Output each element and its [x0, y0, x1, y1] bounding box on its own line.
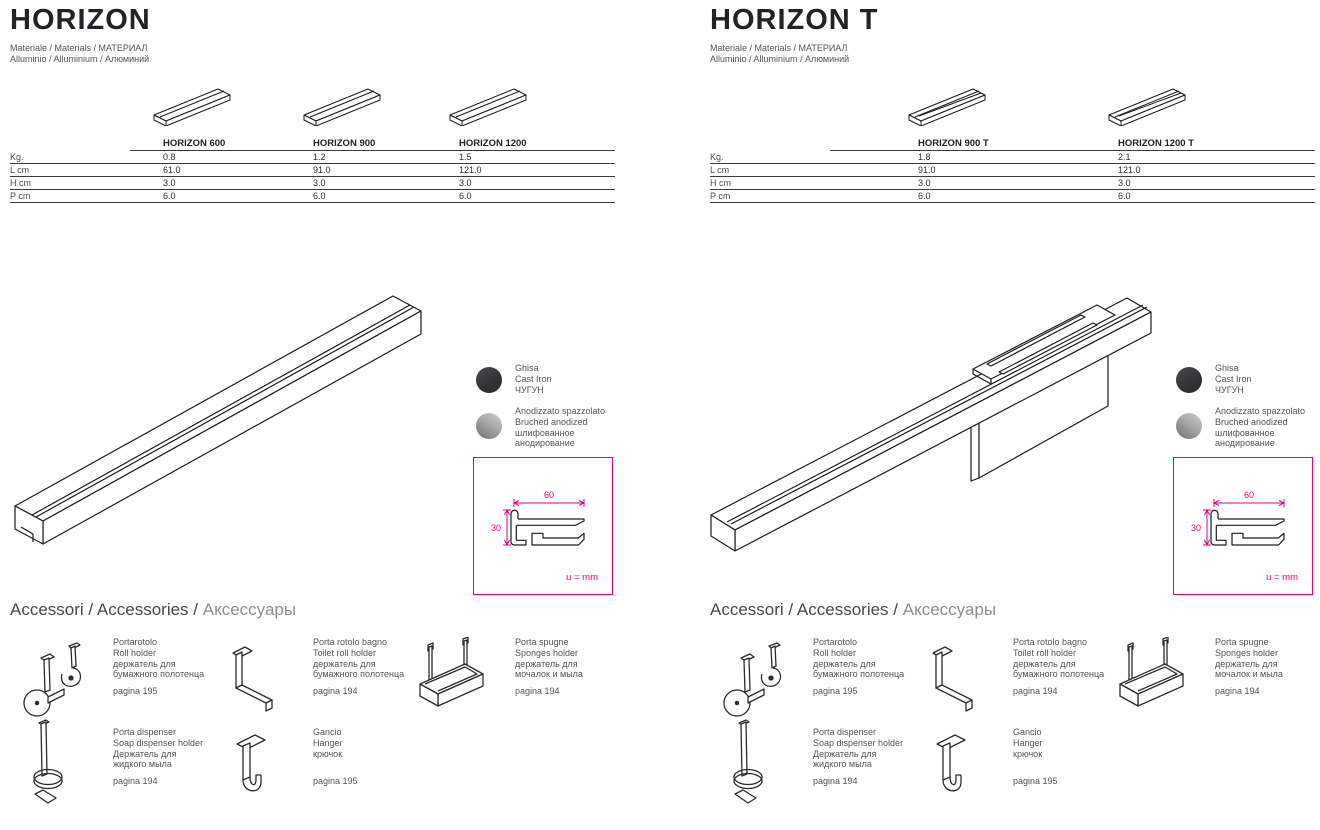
- unit-label: u = mm: [566, 572, 598, 583]
- accessory-page-ref: pagina 195: [1013, 776, 1058, 787]
- table-rule: [710, 189, 1315, 190]
- roll-holder-icon: [7, 640, 89, 724]
- bar-thumbnail-icon: [905, 84, 993, 126]
- table-cell: 6.0: [313, 191, 326, 201]
- table-cell: 91.0: [918, 165, 936, 175]
- table-cell: 1.2: [313, 152, 326, 162]
- bar-thumbnail-icon: [300, 84, 388, 126]
- accessory-page-ref: pagina 195: [113, 686, 158, 697]
- bar-thumbnail-icon: [1105, 84, 1193, 126]
- accessory-entry: Portarotolo Roll holder держатель для бумажного полотенца pagina 195: [113, 637, 298, 697]
- toilet-roll-holder-icon: [220, 645, 280, 719]
- hanger-hook-icon: [232, 731, 276, 807]
- table-rule: [10, 163, 615, 164]
- accessory-entry: Porta spugne Sponges holder держатель для мочалок и мыла pagina 194: [515, 637, 700, 697]
- accessories-heading-cyrillic: Аксессуары: [902, 600, 997, 619]
- table-rule: [710, 176, 1315, 177]
- materials-line: Materiale / Materials / МАТЕРИАЛ: [710, 43, 848, 53]
- materials-line: Materiale / Materials / МАТЕРИАЛ: [10, 43, 148, 53]
- accessory-entry: Porta rotolo bagno Toilet roll holder держатель для бумажного полотенца pagina 194: [313, 637, 498, 697]
- materials-line: Alluminio / Alluminium / Алюминий: [710, 53, 850, 64]
- table-cell: 91.0: [313, 165, 331, 175]
- soap-dispenser-holder-icon: [722, 718, 768, 810]
- finish-swatch-brushed-anodized: [1176, 413, 1202, 439]
- product-isometric-drawing: [5, 280, 435, 558]
- sponges-holder-icon: [1108, 637, 1190, 721]
- accessory-page-ref: pagina 195: [813, 686, 858, 697]
- table-cell: 6.0: [163, 191, 176, 201]
- height-dimension-label: 30: [490, 523, 501, 533]
- table-cell: 121.0: [1118, 165, 1141, 175]
- accessory-page-ref: pagina 194: [313, 686, 358, 697]
- table-cell: 6.0: [1118, 191, 1131, 201]
- height-dimension-label: 30: [1190, 523, 1201, 533]
- finish-swatch-brushed-anodized: [476, 413, 502, 439]
- table-rule: [710, 163, 1315, 164]
- table-cell: 121.0: [459, 165, 482, 175]
- table-row-label: Kg.: [10, 152, 24, 162]
- table-cell: 6.0: [918, 191, 931, 201]
- table-row-label: L cm: [710, 165, 730, 175]
- table-row-label: P cm: [10, 191, 31, 201]
- table-rule: [10, 202, 615, 203]
- table-cell: 3.0: [459, 178, 472, 188]
- table-cell: 6.0: [459, 191, 472, 201]
- accessory-page-ref: pagina 195: [313, 776, 358, 787]
- accessories-heading-cyrillic: Аксессуары: [202, 600, 297, 619]
- finish-swatch-cast-iron: [1176, 367, 1202, 393]
- table-rule: [10, 176, 615, 177]
- table-cell: 1.8: [918, 152, 931, 162]
- accessory-entry: Porta dispenser Soap dispenser holder Держатель для жидкого мыла pagina 194: [813, 727, 998, 787]
- table-column-header: HORIZON 1200: [459, 138, 527, 149]
- soap-dispenser-holder-icon: [22, 718, 68, 810]
- product-isometric-drawing: [703, 272, 1168, 564]
- width-dimension-label: 60: [543, 490, 555, 500]
- table-cell: 3.0: [1118, 178, 1131, 188]
- page-title: HORIZON T: [710, 4, 879, 36]
- materials-block: [10, 43, 149, 64]
- table-column-header: HORIZON 1200 T: [1118, 138, 1195, 149]
- product-section-horizon-t: [700, 0, 1320, 830]
- accessory-entry: Portarotolo Roll holder держатель для бумажного полотенца pagina 195: [813, 637, 998, 697]
- table-cell: 0.8: [163, 152, 176, 162]
- finish-label: Anodizzato spazzolato Bruched anodized шлифованное анодирование: [1215, 406, 1306, 449]
- table-row-label: L cm: [10, 165, 30, 175]
- materials-line: Alluminio / Alluminium / Алюминий: [10, 53, 150, 64]
- unit-label: u = mm: [1266, 572, 1298, 583]
- table-cell: 1.5: [459, 152, 472, 162]
- accessory-entry: Gancio Hanger крючок pagina 195: [313, 727, 498, 787]
- accessory-page-ref: pagina 194: [515, 686, 560, 697]
- accessory-entry: Porta spugne Sponges holder держатель для мочалок и мыла pagina 194: [1215, 637, 1320, 697]
- accessories-heading: [10, 600, 296, 620]
- table-column-header: HORIZON 600: [163, 138, 226, 149]
- table-row-label: H cm: [710, 178, 731, 188]
- table-row-label: P cm: [710, 191, 731, 201]
- accessory-entry: Gancio Hanger крючок pagina 195: [1013, 727, 1198, 787]
- table-rule: [130, 150, 615, 151]
- finish-label: Ghisa Cast Iron ЧУГУН: [515, 363, 552, 395]
- bar-thumbnail-icon: [150, 84, 238, 126]
- table-rule: [830, 150, 1315, 151]
- accessories-heading-latin: Accessori / Accessories /: [710, 600, 903, 619]
- accessory-page-ref: pagina 194: [113, 776, 158, 787]
- accessory-page-ref: pagina 194: [1215, 686, 1260, 697]
- page-title: HORIZON: [10, 4, 151, 36]
- table-rule: [10, 189, 615, 190]
- dimension-drawing-box: [1173, 457, 1313, 595]
- table-cell: 61.0: [163, 165, 181, 175]
- table-cell: 3.0: [163, 178, 176, 188]
- table-column-header: HORIZON 900: [313, 138, 376, 149]
- accessory-entry: Porta dispenser Soap dispenser holder Держатель для жидкого мыла pagina 194: [113, 727, 298, 787]
- finish-label: Anodizzato spazzolato Bruched anodized шлифованное анодирование: [515, 406, 606, 449]
- accessory-page-ref: pagina 194: [813, 776, 858, 787]
- table-column-header: HORIZON 900 T: [918, 138, 989, 149]
- bar-thumbnail-icon: [446, 84, 534, 126]
- table-cell: 3.0: [918, 178, 931, 188]
- table-cell: 2.1: [1118, 152, 1131, 162]
- table-row-label: H cm: [10, 178, 31, 188]
- table-rule: [710, 202, 1315, 203]
- accessory-page-ref: pagina 194: [1013, 686, 1058, 697]
- dimension-drawing-box: [473, 457, 613, 595]
- toilet-roll-holder-icon: [920, 645, 980, 719]
- width-dimension-label: 60: [1243, 490, 1255, 500]
- accessories-heading-latin: Accessori / Accessories /: [10, 600, 203, 619]
- table-row-label: Kg.: [710, 152, 724, 162]
- materials-block: [710, 43, 849, 64]
- finish-swatch-cast-iron: [476, 367, 502, 393]
- sponges-holder-icon: [408, 637, 490, 721]
- finish-label: Ghisa Cast Iron ЧУГУН: [1215, 363, 1252, 395]
- table-cell: 3.0: [313, 178, 326, 188]
- roll-holder-icon: [707, 640, 789, 724]
- accessory-entry: Porta rotolo bagno Toilet roll holder держатель для бумажного полотенца pagina 194: [1013, 637, 1198, 697]
- accessories-heading: [710, 600, 996, 620]
- hanger-hook-icon: [932, 731, 976, 807]
